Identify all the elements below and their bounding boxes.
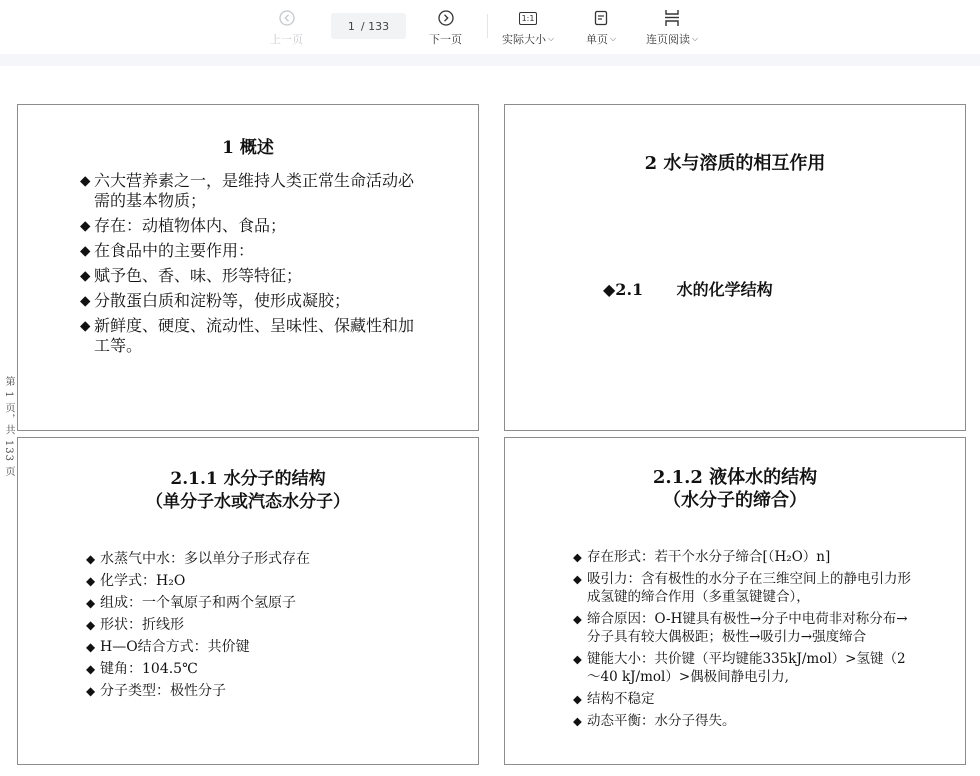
list-item: ◆ 吸引力：含有极性的水分子在三维空间上的静电引力形成氢键的缔合作用（多重氢键键合），: [573, 570, 913, 606]
toolbar-shadow-band: [0, 54, 980, 66]
page-number-box[interactable]: [331, 13, 406, 39]
page-indicator-vertical: 第 1 页，共 133 页: [3, 376, 14, 478]
bullet-list: [573, 548, 913, 734]
actual-size-label: 实际大小: [502, 33, 546, 46]
slide-title: [18, 468, 478, 514]
list-item: ◆ 新鲜度、硬度、流动性、呈味性、保藏性和加工等。: [80, 316, 420, 356]
bullet-list: [80, 171, 420, 361]
slide-4: [504, 437, 966, 765]
prev-page-label: 上一页: [270, 33, 303, 46]
slide-title-line: 2.1.2 液体水的结构: [652, 467, 818, 488]
toolbar-divider: [487, 14, 488, 38]
list-item: ◆ 分散蛋白质和淀粉等，使形成凝胶；: [80, 291, 420, 311]
list-item: ◆ 组成：一个氧原子和两个氢原子: [86, 592, 386, 614]
next-page-button[interactable]: [429, 8, 462, 47]
list-item: ◆ 赋予色、香、味、形等特征；: [80, 266, 420, 286]
list-item: ◆ 键角：104.5℃: [86, 658, 386, 680]
list-item: ◆ 化学式：H₂O: [86, 570, 386, 592]
slide-title-line: 2.1.1 水分子的结构: [170, 469, 326, 489]
slide-2: [504, 104, 966, 431]
list-item: ◆ 分子类型：极性分子: [86, 680, 386, 702]
list-item: ◆ 缔合原因：O-H键具有极性→分子中电荷非对称分布→分子具有较大偶极距；极性→吸引力→强度缔合: [573, 610, 913, 646]
list-item: ◆ 键能大小：共价键（平均键能335kJ/mol）>氢键（2～40 kJ/mol）>偶极间静电引力,: [573, 650, 913, 686]
list-item: ◆ 存在：动植物体内、食品；: [80, 216, 420, 236]
slide-title: [505, 466, 965, 512]
list-item: ◆ 在食品中的主要作用：: [80, 241, 420, 261]
reader-toolbar: [0, 0, 980, 54]
list-item: ◆ 动态平衡：水分子得失。: [573, 712, 913, 730]
current-page-input[interactable]: 1: [347, 19, 355, 33]
chevron-down-icon: ⌵: [548, 34, 555, 43]
section-point: ◆2.1 水的化学结构: [603, 280, 773, 299]
chevron-down-icon: ⌵: [692, 34, 699, 43]
continuous-reading-dropdown[interactable]: [646, 8, 698, 47]
chevron-left-circle-icon: [279, 8, 295, 28]
single-page-dropdown[interactable]: [586, 8, 616, 47]
continuous-reading-label: 连页阅读: [646, 33, 690, 46]
list-item: ◆ 存在形式：若干个水分子缔合[（H₂O）n]: [573, 548, 913, 566]
list-item: ◆ 形状：折线形: [86, 614, 386, 636]
list-item: ◆ 结构不稳定: [573, 690, 913, 708]
slide-1: [17, 104, 479, 431]
list-item: ◆ 六大营养素之一，是维持人类正常生命活动必需的基本物质；: [80, 171, 420, 211]
list-item: ◆ 水蒸气中水：多以单分子形式存在: [86, 548, 386, 570]
slide-subtitle-line: （单分子水或汽态水分子）: [146, 492, 350, 512]
list-item: ◆ H—O结合方式：共价键: [86, 636, 386, 658]
continuous-pages-icon: [663, 8, 681, 28]
bullet-list: [86, 548, 386, 702]
single-page-label: 单页: [586, 33, 608, 46]
slide-subtitle-line: （水分子的缔合）: [663, 490, 807, 511]
slide-3: [17, 437, 479, 765]
slide-title: 1 概述: [222, 138, 274, 158]
slide-title: 2 水与溶质的相互作用: [644, 153, 826, 174]
single-page-icon: [593, 8, 609, 28]
next-page-label: 下一页: [429, 33, 462, 46]
actual-size-dropdown[interactable]: [502, 8, 554, 47]
total-pages: / 133: [360, 19, 390, 33]
chevron-right-circle-icon: [438, 8, 454, 28]
prev-page-button[interactable]: [270, 8, 303, 47]
actual-size-icon: 1:1: [519, 8, 538, 28]
chevron-down-icon: ⌵: [610, 34, 617, 43]
